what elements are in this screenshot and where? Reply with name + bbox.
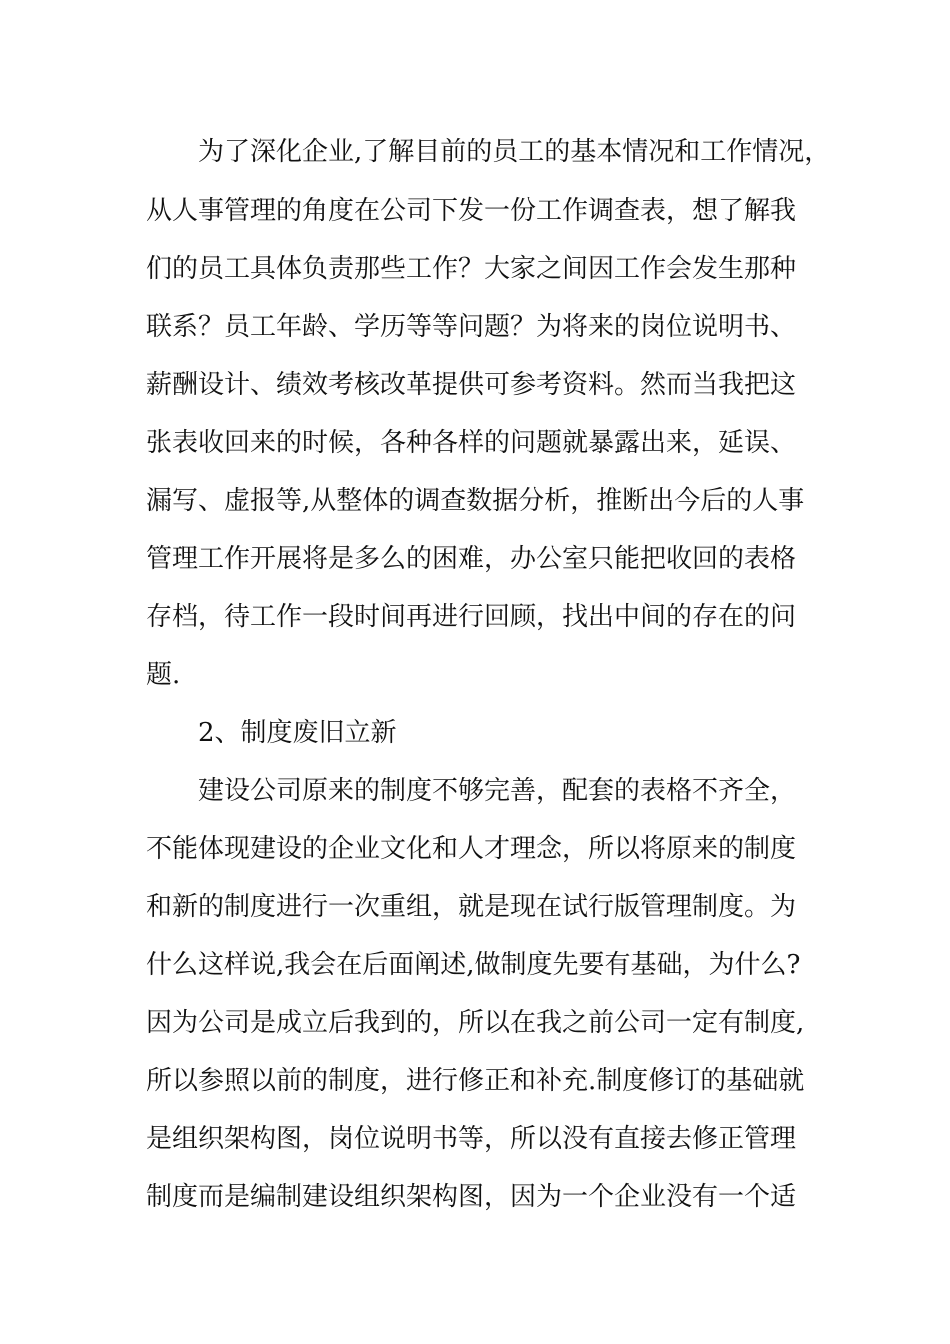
paragraph-2-line-8: 制度而是编制建设组织架构图，因为一个企业没有一个适 — [146, 1182, 797, 1212]
paragraph-1-line-7: 漏写、虚报等,从整体的调查数据分析，推断出今后的人事 — [146, 486, 805, 516]
paragraph-2-line-1: 建设公司原来的制度不够完善，配套的表格不齐全， — [198, 776, 797, 806]
paragraph-2-line-2: 不能体现建设的企业文化和人才理念，所以将原来的制度 — [146, 834, 797, 864]
paragraph-1-line-3: 们的员工具体负责那些工作？大家之间因工作会发生那种 — [146, 254, 797, 284]
paragraph-1-line-4: 联系？员工年龄、学历等等问题？为将来的岗位说明书、 — [146, 312, 797, 342]
paragraph-1-line-1: 为了深化企业,了解目前的员工的基本情况和工作情况， — [198, 137, 831, 167]
paragraph-2-line-4: 什么这样说,我会在后面阐述,做制度先要有基础，为什么? — [146, 950, 801, 980]
paragraph-1-line-10: 题. — [146, 660, 181, 690]
paragraph-1-line-2: 从人事管理的角度在公司下发一份工作调查表，想了解我 — [146, 196, 797, 226]
paragraph-1-line-5: 薪酬设计、绩效考核改革提供可参考资料。然而当我把这 — [146, 370, 797, 400]
paragraph-1-line-8: 管理工作开展将是多么的困难，办公室只能把收回的表格 — [146, 544, 797, 574]
paragraph-1-line-6: 张表收回来的时候，各种各样的问题就暴露出来，延误、 — [146, 428, 797, 458]
paragraph-2-line-6: 所以参照以前的制度，进行修正和补充.制度修订的基础就 — [146, 1066, 805, 1096]
paragraph-2-line-5: 因为公司是成立后我到的，所以在我之前公司一定有制度, — [146, 1008, 805, 1038]
section-heading: 2、制度废旧立新 — [198, 718, 397, 748]
paragraph-2-line-7: 是组织架构图，岗位说明书等，所以没有直接去修正管理 — [146, 1124, 797, 1154]
paragraph-1-line-9: 存档，待工作一段时间再进行回顾，找出中间的存在的问 — [146, 602, 797, 632]
paragraph-2-line-3: 和新的制度进行一次重组，就是现在试行版管理制度。为 — [146, 892, 797, 922]
